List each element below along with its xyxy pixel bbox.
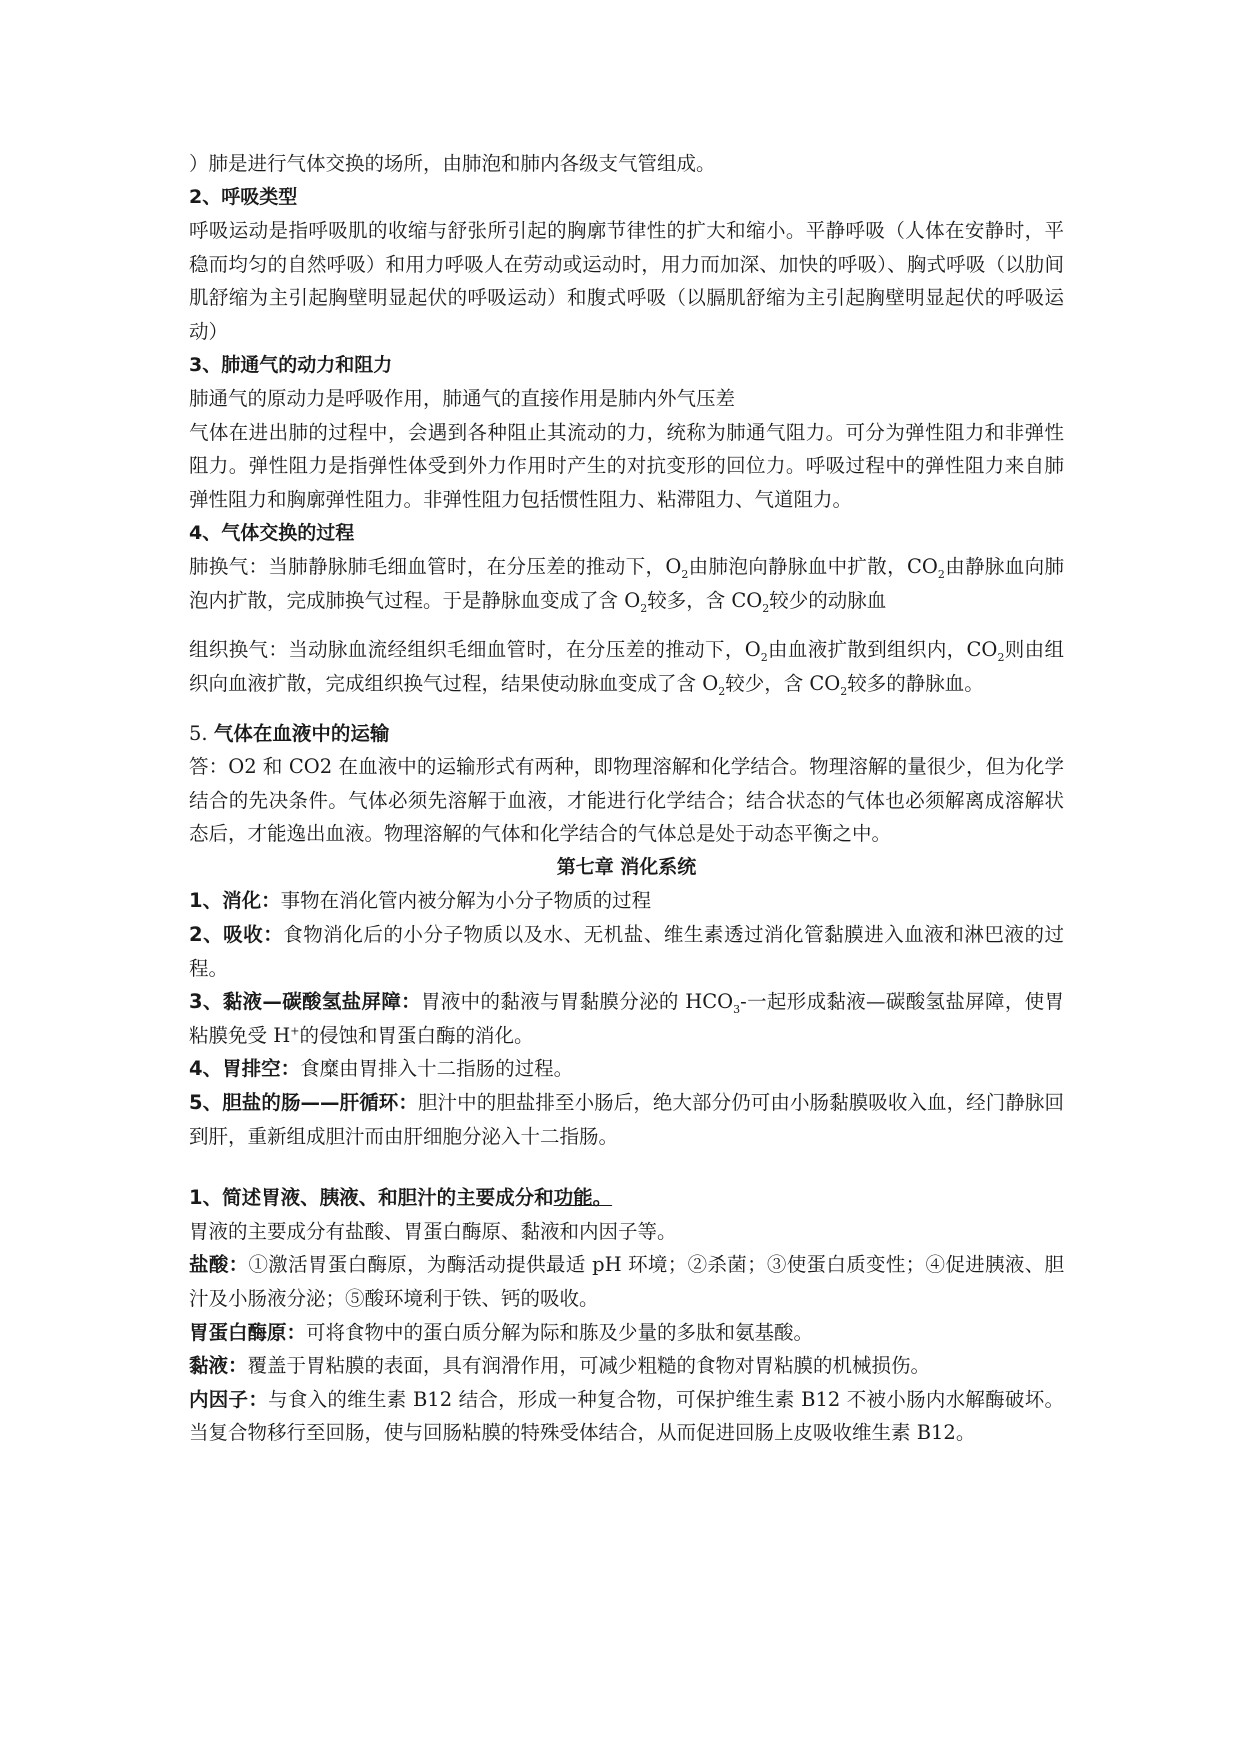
paragraph-tissue-exchange: 组织换气：当动脉血流经组织毛细血管时，在分压差的推动下，$O_2$由血液扩散到组织内，$CO_2$则由组织向血液扩散，完成组织换气过程，结果使动脉血变成了含 $O_2$较少，含 $CO_2$较多的静脉血。 [189,638,1064,698]
paragraph-ventilation-resistance: 气体在进出肺的过程中，会遇到各种阻止其流动的力，统称为肺通气阻力。可分为弹性阻力和非弹性阻力。弹性阻力是指弹性体受到外力作用时产生的对抗变形的回位力。呼吸过程中的弹性阻力来自肺弹性阻力和胸廓弹性阻力。非弹性阻力包括惯性阻力、粘滞阻力、气道阻力。 [189,420,1064,511]
chapter-title: 第七章 消化系统 [556,855,697,878]
paragraph-gastric-juice: 胃液的主要成分有盐酸、胃蛋白酶原、黏液和内因子等。 [189,1219,677,1243]
item-pepsinogen: 胃蛋白酶原：可将食物中的蛋白质分解为际和胨及少量的多肽和氨基酸。 [189,1320,814,1344]
item-intrinsic-factor: 内因子：与食入的维生素 B12 结合，形成一种复合物，可保护维生素 B12 不被小肠内水解酶破坏。当复合物移行至回肠，使与回肠粘膜的特殊受体结合，从而促进回肠上皮吸收维生素 B12。 [189,1387,1064,1445]
paragraph-gas-transport: 答：O2 和 CO2 在血液中的运输形式有两种，即物理溶解和化学结合。物理溶解的量很少，但为化学结合的先决条件。气体必须先溶解于血液，才能进行化学结合；结合状态的气体也必须解离成溶解状态后，才能逸出血液。物理溶解的气体和化学结合的气体总是处于动态平衡之中。 [189,755,1064,846]
spacer [189,617,1064,633]
document-body [189,147,1064,1450]
item-mucus: 黏液：覆盖于胃粘膜的表面，具有润滑作用，可减少粗糙的食物对胃粘膜的机械损伤。 [189,1354,931,1378]
heading-gas-exchange: 4、气体交换的过程 [189,521,355,544]
definition-mucus-barrier: 3、黏液—碳酸氢盐屏障：胃液中的黏液与胃黏膜分泌的 $HCO_3-$一起形成黏液—碳酸氢盐屏障，使胃粘膜免受 H+的侵蚀和胃蛋白酶的消化。 [189,990,1064,1047]
paragraph-ventilation-force: 肺通气的原动力是呼吸作用，肺通气的直接作用是肺内外气压差 [189,387,736,411]
spacer [189,701,1064,717]
definition-bile-circulation: 5、胆盐的肠——肝循环：胆汁中的胆盐排至小肠后，绝大部分仍可由小肠黏膜吸收入血，经门静脉回到肝，重新组成胆汁而由肝细胞分泌入十二指肠。 [189,1091,1064,1148]
definition-absorption: 2、吸收：食物消化后的小分子物质以及水、无机盐、维生素透过消化管黏膜进入血液和淋巴液的过程。 [189,923,1064,980]
question-heading: 1、简述胃液、胰液、和胆汁的主要成分和功能。 [189,1186,613,1210]
heading-respiration-types: 2、呼吸类型 [189,185,298,208]
item-hydrochloric-acid: 盐酸：①激活胃蛋白酶原，为酶活动提供最适 pH 环境；②杀菌；③使蛋白质变性；④促进胰液、胆汁及小肠液分泌；⑤酸环境利于铁、钙的吸收。 [189,1253,1064,1310]
definition-digestion: 1、消化：事物在消化管内被分解为小分子物质的过程 [189,889,652,913]
heading-ventilation-force: 3、肺通气的动力和阻力 [189,353,393,376]
definition-gastric-emptying: 4、胃排空：食糜由胃排入十二指肠的过程。 [189,1057,574,1081]
heading-gas-transport: 5. 气体在血液中的运输 [189,721,390,745]
paragraph-lung-site: ）肺是进行气体交换的场所，由肺泡和肺内各级支气管组成。 [189,152,716,175]
paragraph-respiration-types: 呼吸运动是指呼吸肌的收缩与舒张所引起的胸廓节律性的扩大和缩小。平静呼吸（人体在安静时，平稳而均匀的自然呼吸）和用力呼吸人在劳动或运动时，用力而加深、加快的呼吸）、胸式呼吸（以肋间肌舒缩为主引起胸壁明显起伏的呼吸运动）和腹式呼吸（以膈肌舒缩为主引起胸壁明显起伏的呼吸运动） [189,219,1064,343]
paragraph-lung-exchange: 肺换气：当肺静脉肺毛细血管时，在分压差的推动下，$O_2$由肺泡向静脉血中扩散，$CO_2$由静脉血向肺泡内扩散，完成肺换气过程。于是静脉血变成了含 $O_2$较多，含 $CO_2$较少的动脉血 [189,555,1064,615]
spacer [189,1153,1064,1181]
